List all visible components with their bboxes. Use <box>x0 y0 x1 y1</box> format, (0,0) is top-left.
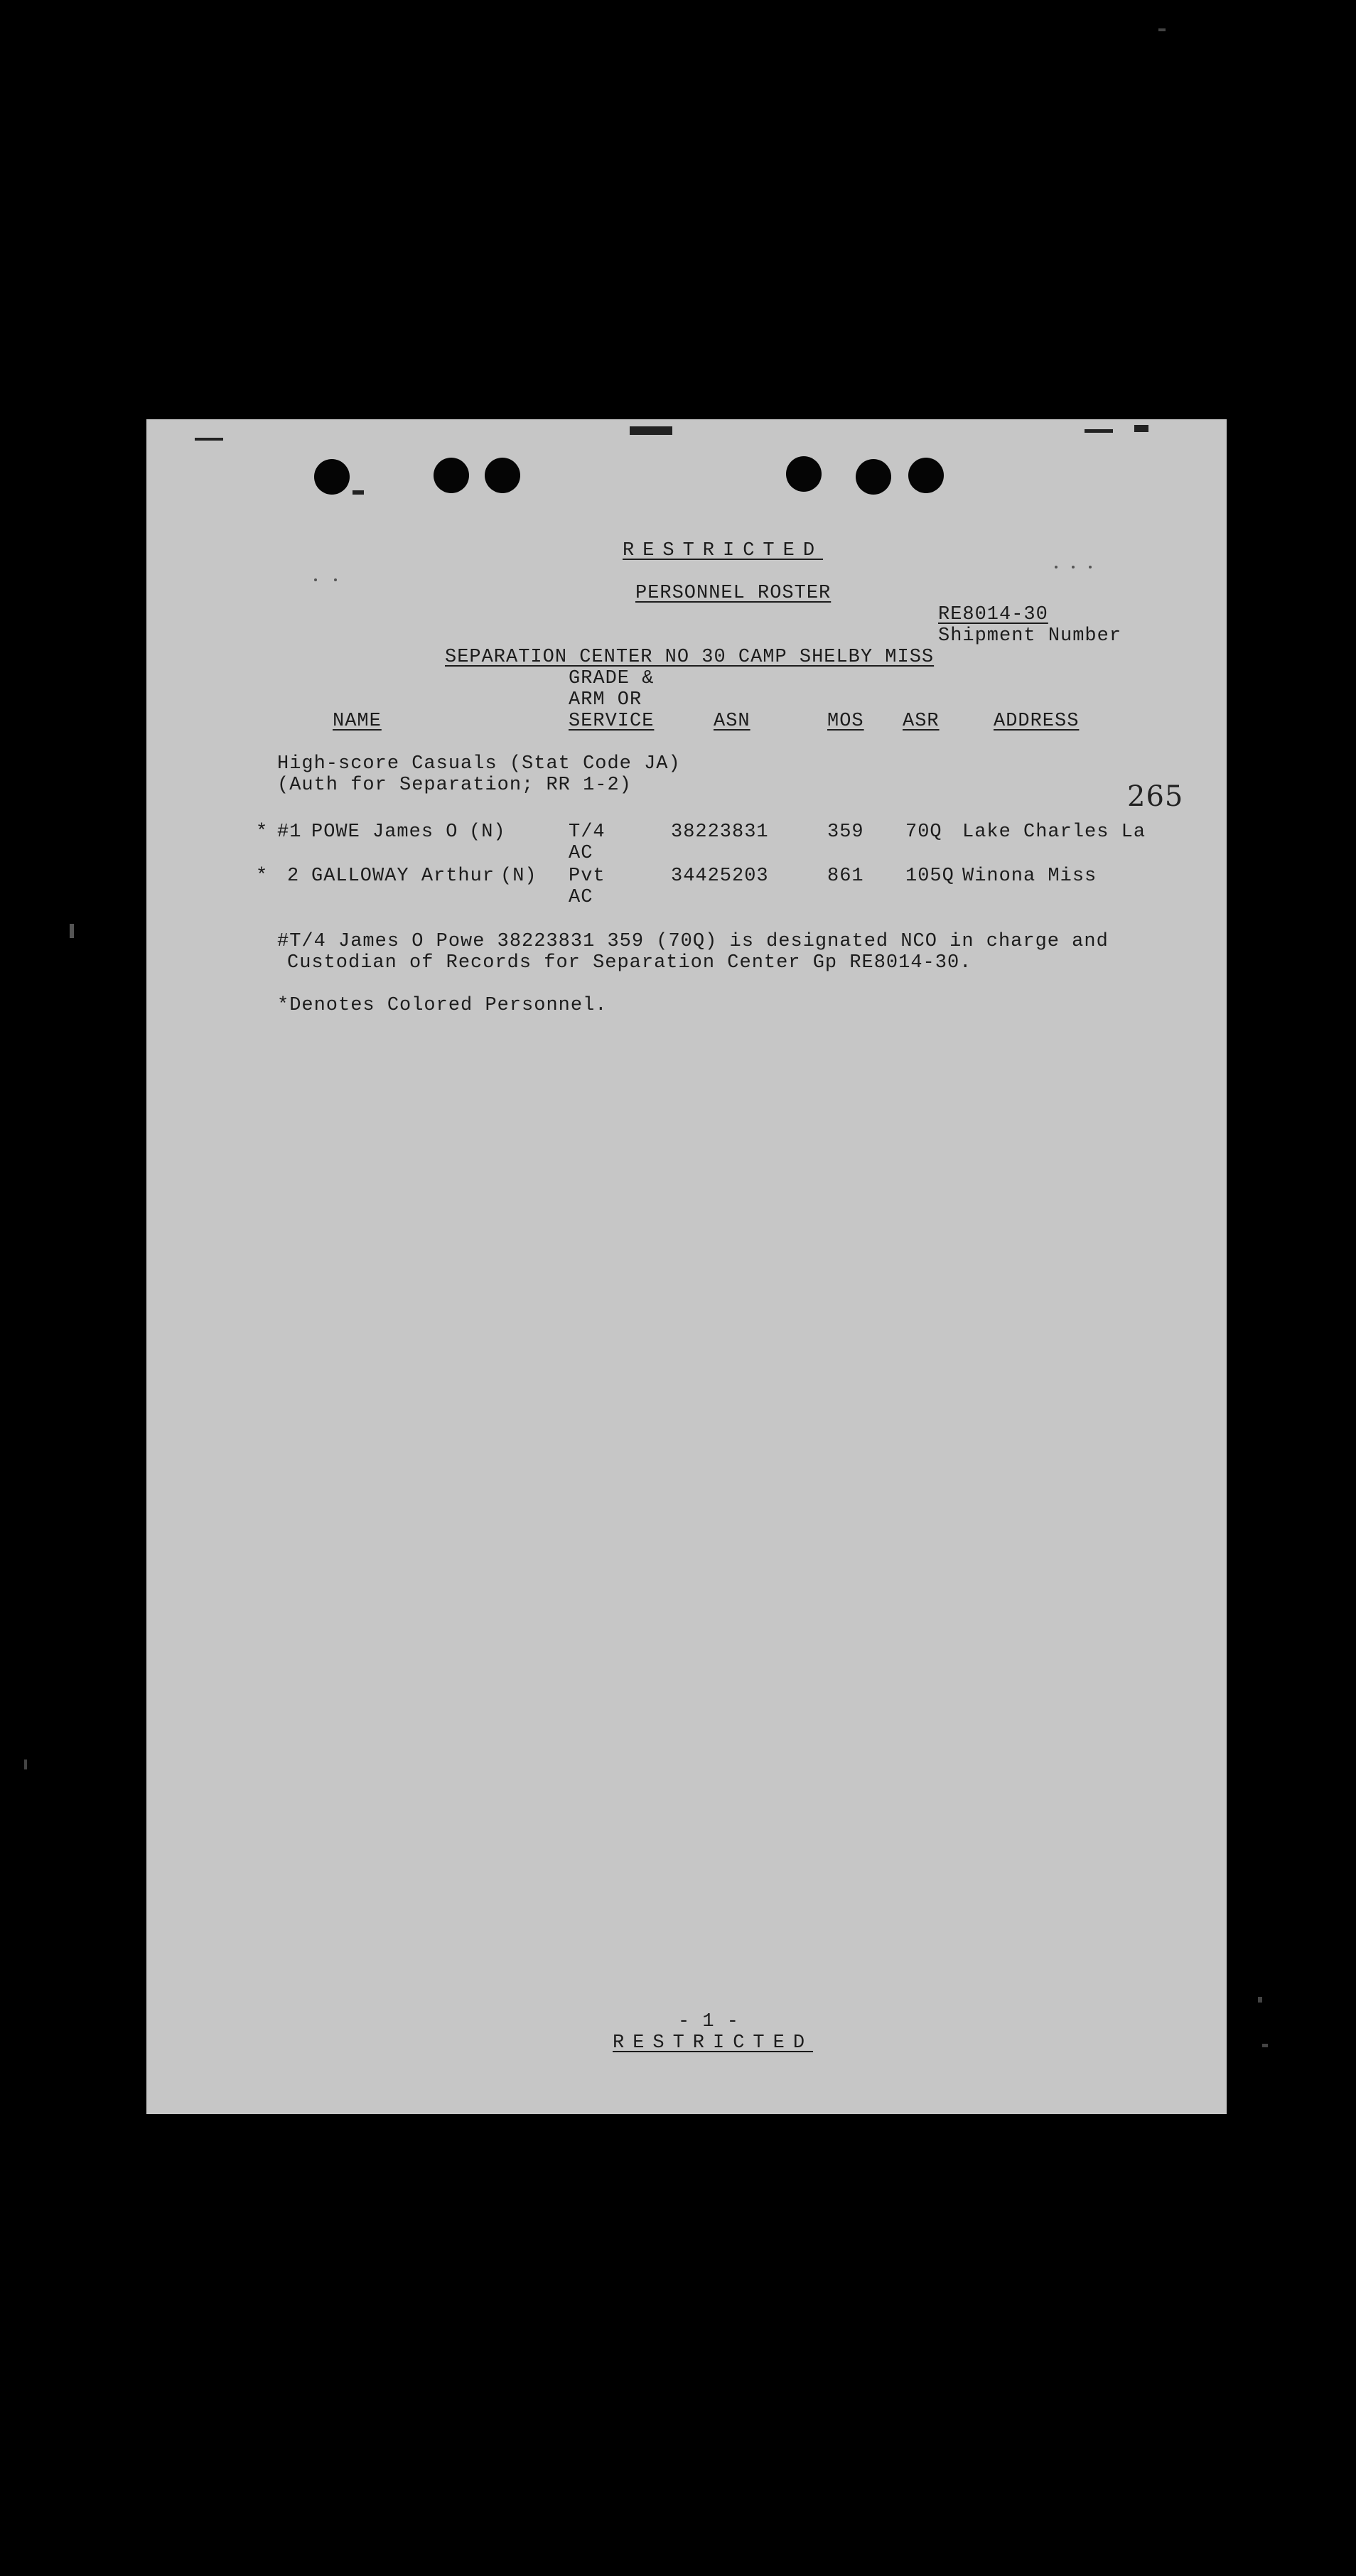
row-mos: 359 <box>827 821 864 843</box>
row-address: Winona Miss <box>962 866 1097 887</box>
punch-hole <box>314 459 350 495</box>
scan-speck <box>1158 28 1166 31</box>
handwritten-page-number: 265 <box>1127 780 1184 813</box>
classification-top: RESTRICTED <box>623 540 824 561</box>
unit-title: SEPARATION CENTER NO 30 CAMP SHELBY MISS <box>445 647 935 668</box>
nco-note-line2: Custodian of Records for Separation Center Gp RE8014-30. <box>287 952 972 974</box>
row-asn: 38223831 <box>671 821 769 843</box>
row-arm: AC <box>569 843 593 864</box>
col-name: NAME <box>333 711 382 732</box>
col-grade-line2: ARM OR <box>569 689 642 711</box>
row-asr: 70Q <box>905 821 942 843</box>
stray-dot <box>1072 566 1075 568</box>
punch-hole <box>908 458 944 493</box>
document-page <box>146 419 1227 2114</box>
scan-speck <box>24 1759 27 1769</box>
edge-mark <box>195 438 223 441</box>
page-number: - 1 - <box>678 2011 740 2032</box>
row-grade: T/4 <box>569 821 606 843</box>
shipment-number-label: Shipment Number <box>938 625 1122 647</box>
col-asn: ASN <box>714 711 750 732</box>
col-asr: ASR <box>903 711 940 732</box>
stray-dot <box>1055 566 1058 568</box>
nco-note-line1: #T/4 James O Powe 38223831 359 (70Q) is designated NCO in charge and <box>277 931 1109 952</box>
classification-bottom: RESTRICTED <box>613 2032 814 2054</box>
row-race: (N) <box>469 821 506 843</box>
group-title: High-score Casuals (Stat Code JA) <box>277 753 681 775</box>
punch-hole <box>786 456 822 492</box>
edge-mark <box>353 490 364 495</box>
stray-dot <box>1089 566 1092 568</box>
row-number: #1 <box>277 821 302 843</box>
row-asr: 105Q <box>905 866 954 887</box>
row-mark: * <box>256 821 269 843</box>
punch-hole <box>434 458 469 493</box>
scan-speck <box>1262 2044 1268 2047</box>
col-address: ADDRESS <box>994 711 1080 732</box>
col-grade-line3: SERVICE <box>569 711 655 732</box>
row-race: (N) <box>500 866 537 887</box>
stray-dot <box>314 578 317 581</box>
punch-hole <box>485 458 520 493</box>
legend-note: *Denotes Colored Personnel. <box>277 995 608 1016</box>
col-mos: MOS <box>827 711 864 732</box>
row-name: POWE James O <box>311 821 458 843</box>
scan-speck <box>70 924 74 938</box>
scan-speck <box>1258 1997 1262 2003</box>
shipment-number: RE8014-30 <box>938 604 1048 625</box>
edge-mark <box>630 426 672 435</box>
row-number: 2 <box>287 866 300 887</box>
row-arm: AC <box>569 887 593 908</box>
group-authority: (Auth for Separation; RR 1-2) <box>277 775 632 796</box>
edge-mark <box>1134 425 1148 432</box>
row-name: GALLOWAY Arthur <box>311 866 495 887</box>
page-title: PERSONNEL ROSTER <box>635 583 832 604</box>
row-mark: * <box>256 866 269 887</box>
stray-dot <box>334 578 337 581</box>
col-grade-line1: GRADE & <box>569 668 655 689</box>
edge-mark <box>1085 429 1113 433</box>
punch-hole <box>856 459 891 495</box>
row-grade: Pvt <box>569 866 606 887</box>
row-address: Lake Charles La <box>962 821 1146 843</box>
row-asn: 34425203 <box>671 866 769 887</box>
row-mos: 861 <box>827 866 864 887</box>
